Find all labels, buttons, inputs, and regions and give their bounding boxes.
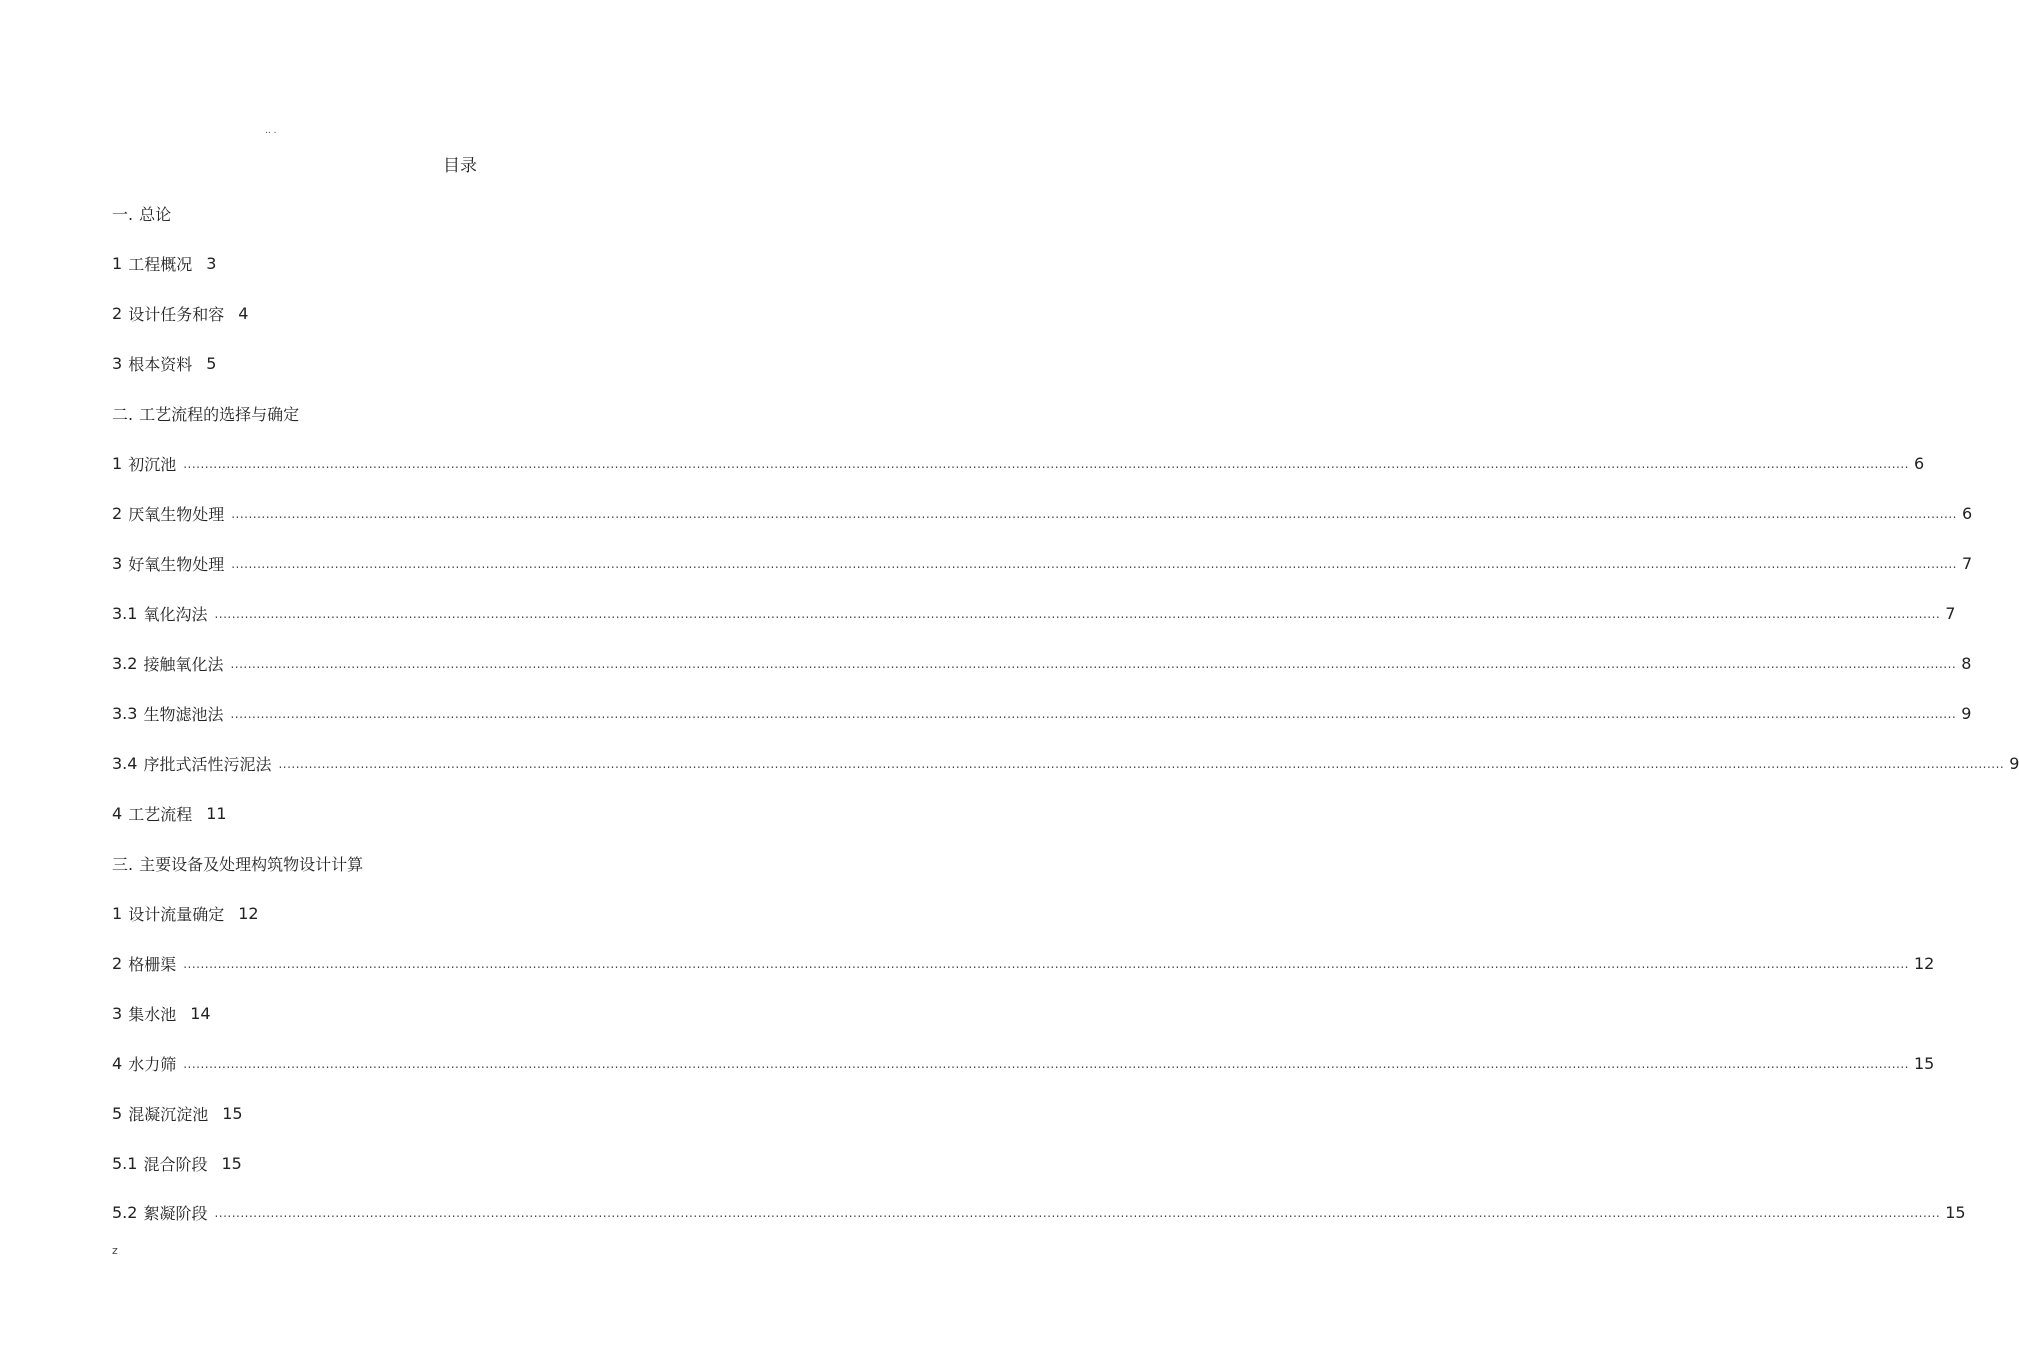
toc-dot-leader: ................................................................................................................................................................................................................................................................................................................................................................................................................: [183, 457, 1909, 471]
toc-entry[interactable]: [112, 950, 1935, 976]
toc-entry-number: 1: [112, 253, 123, 273]
toc-entry-label: 混凝沉淀池: [128, 1104, 209, 1124]
toc-entry-label: 总论: [139, 204, 172, 224]
toc-entry[interactable]: [112, 350, 216, 376]
toc-dot-leader: ................................................................................................................................................................................................................................................................................................................................................................................................................: [278, 757, 2005, 771]
toc-page-number: 6: [1913, 453, 1925, 473]
toc-entry-number: 3: [112, 553, 123, 573]
toc-page-number: 15: [222, 1103, 243, 1123]
toc-entry[interactable]: [112, 1050, 1935, 1076]
toc-dot-leader: ................................................................................................................................................................................................................................................................................................................................................................................................................: [183, 1057, 1909, 1071]
toc-entry[interactable]: [112, 850, 367, 876]
toc-entry-number: 4: [112, 803, 123, 823]
toc-entry[interactable]: [112, 200, 175, 226]
toc-entry-label: 好氧生物处理: [128, 554, 225, 574]
toc-entry-label: 厌氧生物处理: [128, 504, 225, 524]
toc-entry-label: 混合阶段: [143, 1154, 208, 1174]
footer-mark: z: [112, 1244, 118, 1257]
toc-entry-number: 1: [112, 903, 123, 923]
toc-entry-number: 5.1: [112, 1153, 138, 1173]
toc-entry-label: 氧化沟法: [143, 604, 208, 624]
toc-entry[interactable]: [112, 400, 303, 426]
toc-dot-leader: ................................................................................................................................................................................................................................................................................................................................................................................................................: [183, 957, 1909, 971]
toc-page-number: 15: [1913, 1053, 1935, 1073]
toc-entry-label: 工艺流程的选择与确定: [139, 404, 300, 424]
toc-entry-number: 二.: [112, 404, 134, 424]
toc-entry-label: 接触氧化法: [143, 654, 224, 674]
toc-dot-leader: ................................................................................................................................................................................................................................................................................................................................................................................................................: [230, 657, 1957, 671]
toc-page-number: 15: [221, 1153, 242, 1173]
toc-entry[interactable]: [112, 600, 1956, 626]
toc-page-number: 14: [190, 1003, 211, 1023]
toc-entry[interactable]: [112, 550, 1973, 576]
toc-page-number: 12: [238, 903, 259, 923]
toc-page-number: 11: [206, 803, 227, 823]
toc-entry[interactable]: [112, 700, 1972, 726]
toc-entry[interactable]: [112, 650, 1972, 676]
toc-entry-number: 3.2: [112, 653, 138, 673]
toc-page-number: 3: [206, 253, 217, 273]
toc-entry-number: 2: [112, 953, 123, 973]
toc-entry-number: 3: [112, 353, 123, 373]
header-mark: .. .: [265, 126, 277, 136]
toc-entry-label: 设计流量确定: [128, 904, 225, 924]
toc-entry-label: 絮凝阶段: [143, 1203, 208, 1223]
toc-page-number: 5: [206, 353, 217, 373]
toc-dot-leader: ................................................................................................................................................................................................................................................................................................................................................................................................................: [214, 1206, 1941, 1220]
toc-entry-number: 3.1: [112, 603, 138, 623]
toc-entry[interactable]: [112, 300, 248, 326]
page-title: 目录: [443, 156, 477, 176]
toc-entry-number: 5: [112, 1103, 123, 1123]
toc-entry-label: 格栅渠: [128, 954, 177, 974]
toc-entry-number: 2: [112, 503, 123, 523]
toc-entry-label: 水力筛: [128, 1054, 177, 1074]
toc-entry[interactable]: [112, 900, 259, 926]
toc-entry-number: 4: [112, 1053, 123, 1073]
toc-entry-label: 序批式活性污泥法: [143, 754, 272, 774]
toc-entry-number: 3.4: [112, 753, 138, 773]
toc-page-number: 7: [1961, 553, 1973, 573]
toc-entry[interactable]: [112, 1000, 211, 1026]
toc-entry-number: 3: [112, 1003, 123, 1023]
toc-entry[interactable]: [112, 250, 216, 276]
toc-entry[interactable]: [112, 450, 1925, 476]
toc-entry[interactable]: [112, 500, 1973, 526]
toc-page-number: 4: [238, 303, 249, 323]
toc-dot-leader: ................................................................................................................................................................................................................................................................................................................................................................................................................: [231, 557, 1957, 571]
toc-page-number: 9: [1961, 703, 1972, 723]
toc-entry-number: 5.2: [112, 1202, 138, 1222]
toc-dot-leader: ................................................................................................................................................................................................................................................................................................................................................................................................................: [214, 607, 1941, 621]
toc-entry-number: 3.3: [112, 703, 138, 723]
toc-page-number: 15: [1945, 1202, 1966, 1222]
toc-entry[interactable]: [112, 750, 2019, 776]
toc-entry-number: 一.: [112, 204, 134, 224]
toc-entry-label: 根本资料: [128, 354, 193, 374]
toc-page-number: 12: [1913, 953, 1935, 973]
toc-entry-label: 生物滤池法: [143, 704, 224, 724]
toc-entry-label: 设计任务和容: [128, 304, 225, 324]
toc-page-number: 9: [2009, 753, 2019, 773]
toc-entry[interactable]: [112, 800, 227, 826]
toc-page-number: 7: [1945, 603, 1956, 623]
toc-entry[interactable]: [112, 1100, 243, 1126]
toc-entry-number: 2: [112, 303, 123, 323]
toc-entry-label: 工程概况: [128, 254, 193, 274]
toc-dot-leader: ................................................................................................................................................................................................................................................................................................................................................................................................................: [230, 707, 1957, 721]
toc-entry-number: 1: [112, 453, 123, 473]
toc-dot-leader: ................................................................................................................................................................................................................................................................................................................................................................................................................: [231, 507, 1957, 521]
toc-entry-number: 三.: [112, 854, 134, 874]
toc-entry-label: 工艺流程: [128, 804, 193, 824]
toc-entry-label: 初沉池: [128, 454, 177, 474]
toc-entry[interactable]: [112, 1199, 1966, 1225]
toc-entry-label: 主要设备及处理构筑物设计计算: [139, 854, 364, 874]
toc-entry-label: 集水池: [128, 1004, 177, 1024]
toc-page-number: 6: [1961, 503, 1973, 523]
toc-entry[interactable]: [112, 1150, 242, 1176]
toc-page-number: 8: [1961, 653, 1972, 673]
